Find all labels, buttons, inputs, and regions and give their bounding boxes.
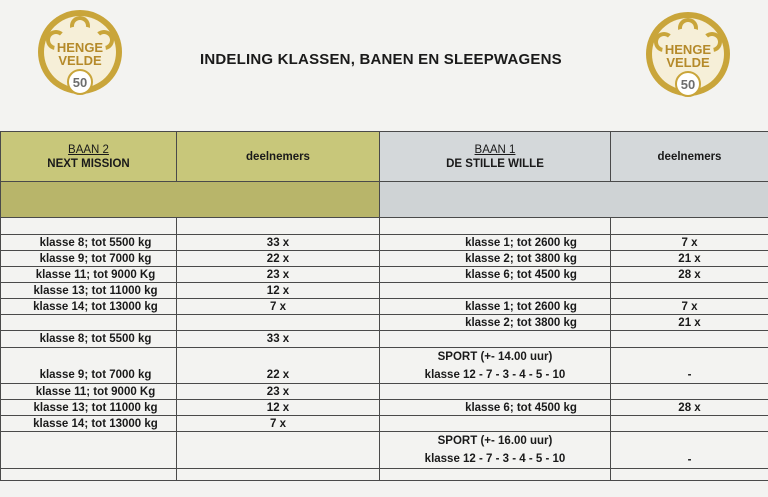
baan1-class-cell: klasse 1; tot 2600 kg — [380, 235, 611, 251]
logo-number: 50 — [72, 75, 88, 90]
baan1-sport-cell — [380, 432, 611, 469]
table-row — [1, 331, 768, 348]
baan2-sub: BAAN 2 — [68, 143, 109, 156]
baan1-sport-cell — [380, 348, 611, 384]
baan2-class-cell: klasse 9; tot 7000 kg — [1, 348, 177, 384]
baan1-class-cell: klasse 2; tot 3800 kg — [380, 251, 611, 267]
baan1-count-cell: - — [611, 432, 768, 469]
sport-classes-label: klasse 12 - 7 - 3 - 4 - 5 - 10 — [424, 368, 566, 381]
table-row — [1, 432, 768, 469]
table-row — [1, 218, 768, 235]
baan2-class-cell: klasse 8; tot 5500 kg — [1, 331, 177, 348]
baan1-count-cell: 21 x — [611, 315, 768, 331]
table-row — [1, 416, 768, 432]
baan2-class-cell: klasse 9; tot 7000 kg — [1, 251, 177, 267]
baan2-count-cell: 7 x — [177, 299, 380, 315]
logo-text-line2: VELDE — [666, 55, 710, 70]
sport-time-label: SPORT (+- 14.00 uur) — [437, 350, 553, 363]
table-row — [1, 384, 768, 400]
baan2-count-cell — [177, 469, 380, 481]
baan2-class-cell: klasse 13; tot 11000 kg — [1, 400, 177, 416]
page-title: INDELING KLASSEN, BANEN EN SLEEPWAGENS — [200, 51, 562, 68]
baan2-class-cell: klasse 11; tot 9000 Kg — [1, 384, 177, 400]
baan2-class-cell — [1, 469, 177, 481]
table-row — [1, 348, 768, 384]
baan2-count-cell: 22 x — [177, 251, 380, 267]
baan1-class-cell — [380, 218, 611, 235]
baan1-class-cell — [380, 416, 611, 432]
schedule-table — [0, 131, 768, 481]
logo-text-line1: HENGE — [56, 40, 104, 55]
sport-time-label: SPORT (+- 16.00 uur) — [437, 435, 553, 447]
baan2-count-cell: 22 x — [177, 348, 380, 384]
baan1-class-cell — [380, 384, 611, 400]
hengevelde-50-logo-left — [34, 6, 126, 98]
table-row — [1, 267, 768, 283]
baan2-class-cell: klasse 11; tot 9000 Kg — [1, 267, 177, 283]
baan2-name: NEXT MISSION — [47, 157, 130, 170]
table-row — [1, 315, 768, 331]
baan2-count-cell: 33 x — [177, 235, 380, 251]
baan1-name: DE STILLE WILLE — [446, 157, 544, 170]
baan1-count-header: deelnemers — [611, 132, 768, 182]
table-row — [1, 283, 768, 299]
baan2-count-cell: 7 x — [177, 416, 380, 432]
baan1-count-cell: 28 x — [611, 400, 768, 416]
baan1-count-cell — [611, 416, 768, 432]
baan2-count-cell — [177, 218, 380, 235]
baan1-class-cell: klasse 2; tot 3800 kg — [380, 315, 611, 331]
table-row — [1, 251, 768, 267]
sport-classes-label: klasse 12 - 7 - 3 - 4 - 5 - 10 — [424, 453, 566, 465]
baan1-class-cell — [380, 469, 611, 481]
baan1-class-cell: klasse 6; tot 4500 kg — [380, 267, 611, 283]
baan2-count-cell — [177, 315, 380, 331]
hengevelde-50-logo-right — [642, 8, 734, 100]
baan1-band — [380, 182, 768, 218]
baan1-count-cell — [611, 384, 768, 400]
baan2-class-cell: klasse 13; tot 11000 kg — [1, 283, 177, 299]
baan2-class-cell: klasse 8; tot 5500 kg — [1, 235, 177, 251]
band-row — [1, 182, 768, 218]
baan2-count-header: deelnemers — [177, 132, 380, 182]
baan2-class-cell — [1, 218, 177, 235]
table-row — [1, 469, 768, 481]
baan1-count-cell — [611, 469, 768, 481]
baan1-count-cell: 21 x — [611, 251, 768, 267]
baan2-band — [1, 182, 380, 218]
baan1-sub: BAAN 1 — [474, 143, 516, 156]
baan1-count-cell — [611, 331, 768, 348]
baan2-count-cell: 23 x — [177, 267, 380, 283]
baan2-count-cell — [177, 432, 380, 469]
baan2-header — [1, 132, 177, 182]
baan1-class-cell: klasse 1; tot 2600 kg — [380, 299, 611, 315]
baan2-count-cell: 12 x — [177, 283, 380, 299]
table-row — [1, 400, 768, 416]
baan1-count-cell: 28 x — [611, 267, 768, 283]
baan1-count-cell — [611, 283, 768, 299]
baan1-header — [380, 132, 611, 182]
baan1-count-cell: - — [611, 348, 768, 384]
baan2-class-cell — [1, 432, 177, 469]
baan2-class-cell: klasse 14; tot 13000 kg — [1, 416, 177, 432]
baan2-count-cell: 23 x — [177, 384, 380, 400]
logo-text-line2: VELDE — [58, 53, 102, 68]
logo-text-line1: HENGE — [664, 42, 712, 57]
baan1-class-cell — [380, 331, 611, 348]
baan2-count-cell: 33 x — [177, 331, 380, 348]
baan1-class-cell — [380, 283, 611, 299]
baan2-class-cell: klasse 14; tot 13000 kg — [1, 299, 177, 315]
baan1-count-cell: 7 x — [611, 299, 768, 315]
table-row — [1, 235, 768, 251]
baan2-class-cell — [1, 315, 177, 331]
table-row — [1, 299, 768, 315]
baan2-count-cell: 12 x — [177, 400, 380, 416]
table-header-row — [1, 132, 768, 182]
baan1-count-cell: 7 x — [611, 235, 768, 251]
baan1-count-cell — [611, 218, 768, 235]
logo-number: 50 — [680, 77, 696, 92]
baan1-class-cell: klasse 6; tot 4500 kg — [380, 400, 611, 416]
